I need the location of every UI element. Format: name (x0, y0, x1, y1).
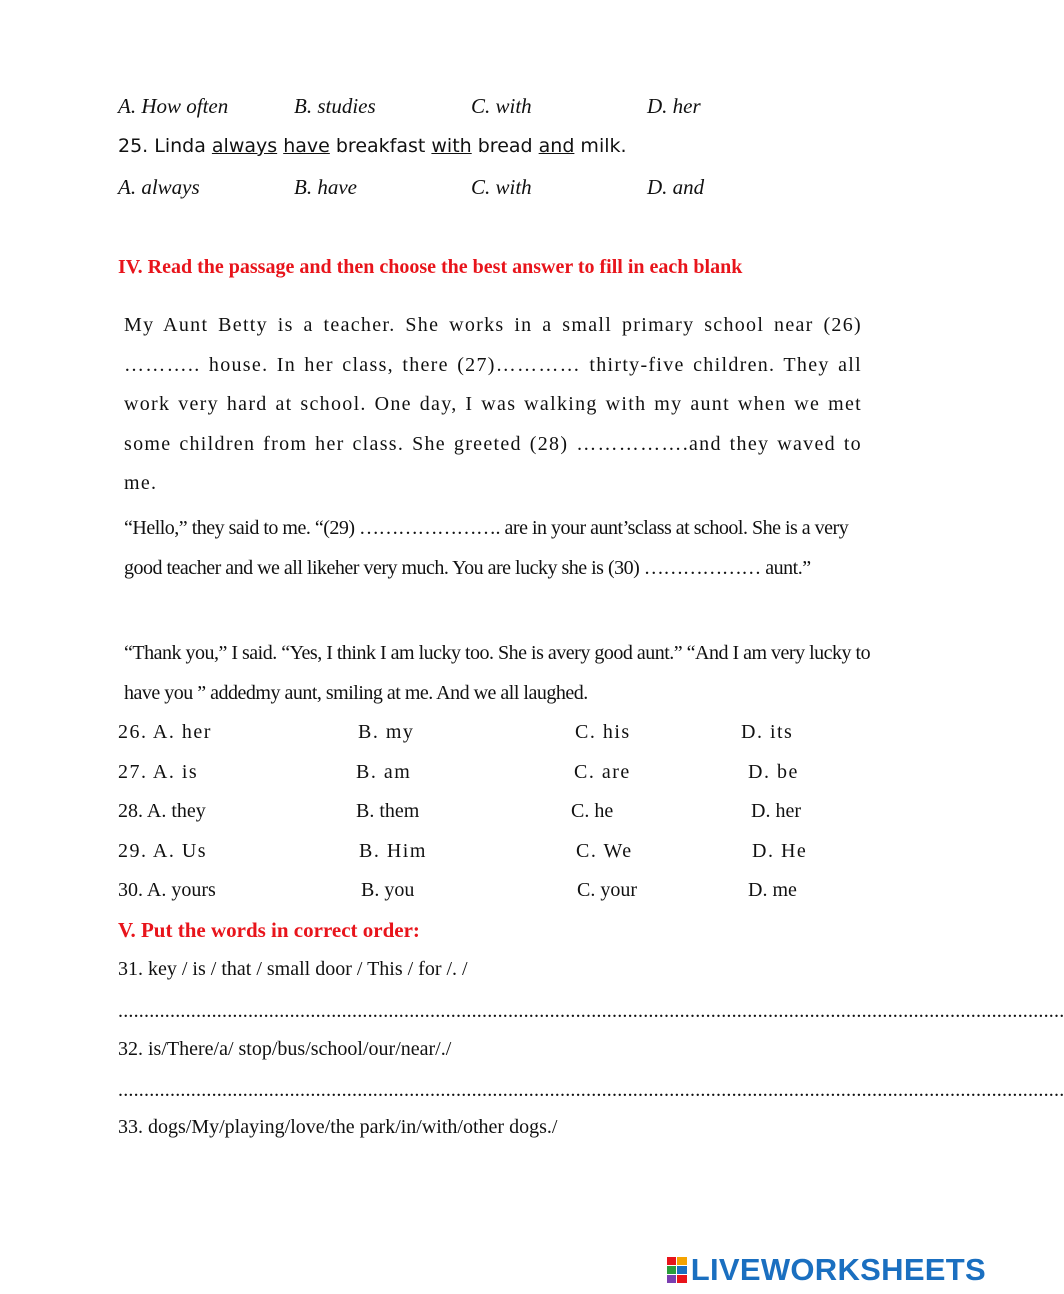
q30-option-d: D. me (748, 879, 797, 901)
q29-option-a: 29. A. Us (118, 840, 208, 862)
q27-option-d: D. be (748, 761, 799, 783)
q27-option-c: C. are (574, 761, 631, 783)
q32-prompt: 32. is/There/a/ stop/bus/school/our/near/./ (118, 1038, 452, 1060)
section-5-heading: V. Put the words in correct order: (118, 918, 420, 942)
logo-block (667, 1266, 677, 1274)
q25-underlined-always: always (211, 135, 278, 157)
q25-sentence: 25. Linda always have breakfast with bread and milk. (118, 135, 627, 157)
q29-option-b: B. Him (359, 840, 427, 862)
q25-underlined-with: with (431, 135, 472, 157)
q25-underlined-have: have (283, 135, 330, 157)
q24-option-d: D. her (647, 94, 701, 118)
passage-paragraph-3: “Thank you,” I said. “Yes, I think I am lucky too. She is avery good aunt.” “And I am very lucky to have you ” addedmy aunt, smiling at me. And we all laughed. (124, 642, 871, 704)
q24-option-b: B. studies (294, 94, 376, 118)
logo-block (677, 1275, 687, 1283)
liveworksheets-logo-text: LIVEWORKSHEETS (690, 1252, 986, 1287)
q28-option-a: 28. A. they (118, 800, 206, 822)
q29-option-c: C. We (576, 840, 633, 862)
q24-option-c: C. with (471, 94, 532, 118)
q30-option-c: C. your (577, 879, 637, 901)
q26-option-b: B. my (358, 721, 415, 743)
q28-option-d: D. her (751, 800, 801, 822)
passage-paragraph-1: My Aunt Betty is a teacher. She works in a small primary school near (26) ……….. house. In her class, there (27)………… thirty-five children. They all work very hard at school. One day, I was walking with my aunt when we met some children from her class. She greeted (28) …………….and they waved to me. (124, 314, 862, 494)
q31-prompt: 31. key / is / that / small door / This / for /. / (118, 958, 468, 980)
q26-option-d: D. its (741, 721, 794, 743)
q26-option-a: 26. A. her (118, 721, 212, 743)
q26-option-c: C. his (575, 721, 631, 743)
logo-block (677, 1266, 687, 1274)
q27-option-b: B. am (356, 761, 412, 783)
passage-paragraph-2: “Hello,” they said to me. “(29) …………………. are in your aunt’sclass at school. She is a very good teacher and we all likeher very much. You are lucky she is (30) ……………… aunt.” (124, 517, 849, 579)
q30-option-b: B. you (361, 879, 415, 901)
q28-option-b: B. them (356, 800, 420, 822)
section-4-heading: IV. Read the passage and then choose the best answer to fill in each blank (118, 256, 743, 278)
q24-option-a: A. How often (118, 94, 229, 118)
q25-option-d: D. and (647, 175, 705, 199)
q33-prompt: 33. dogs/My/playing/love/the park/in/with/other dogs./ (118, 1116, 558, 1138)
logo-block (667, 1257, 677, 1265)
q25-option-b: B. have (294, 175, 357, 199)
q31-answer-line[interactable]: ...................................................................................................................................................................................... (118, 1000, 1064, 1022)
q28-option-c: C. he (571, 800, 614, 822)
q25-underlined-and: and (538, 135, 575, 157)
liveworksheets-logo (667, 1252, 986, 1288)
q29-option-d: D. He (752, 840, 808, 862)
q27-option-a: 27. A. is (118, 761, 199, 783)
liveworksheets-logo-icon (667, 1257, 687, 1283)
logo-block (667, 1275, 677, 1283)
q30-option-a: 30. A. yours (118, 879, 216, 901)
logo-block (677, 1257, 687, 1265)
q25-option-a: A. always (118, 175, 200, 199)
q25-option-c: C. with (471, 175, 532, 199)
q32-answer-line[interactable]: ...................................................................................................................................................................................... (118, 1079, 1064, 1101)
